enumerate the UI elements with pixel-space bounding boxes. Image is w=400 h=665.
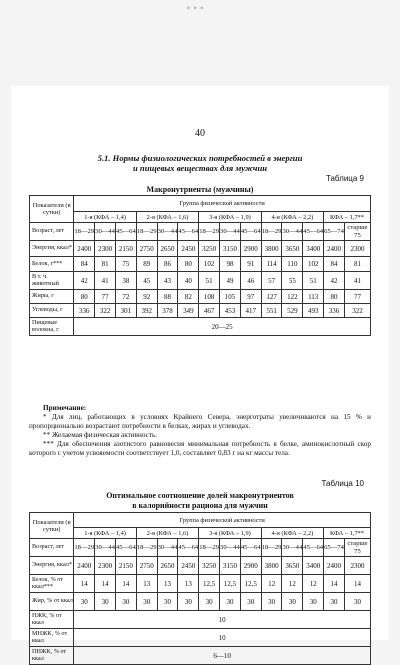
table-cell: 127: [261, 290, 282, 304]
group-header: Группа физической активности: [74, 196, 371, 212]
table-cell: 14: [324, 575, 345, 593]
table-cell: 2300: [344, 557, 370, 575]
table-cell: 12: [282, 575, 303, 593]
age-cell: 18—29: [199, 223, 220, 241]
age-cell: 30—44: [95, 223, 116, 241]
note-1: * Для лиц, работающих в условиях Крайнего Севера, энерготраты увеличиваются на 15 % и пропорционально возрастают потребности в белках, жирах и углеводах.: [29, 412, 371, 430]
table-cell: 57: [261, 272, 282, 290]
table-cell: 13: [178, 575, 199, 593]
table-cell: 46: [240, 272, 261, 290]
table-cell: 3800: [261, 241, 282, 257]
table-cell: 3150: [220, 241, 241, 257]
table-cell: 30: [220, 593, 241, 611]
table-cell: 81: [95, 257, 116, 272]
table-cell: 2300: [95, 241, 116, 257]
table-cell: 349: [178, 304, 199, 318]
table-cell: 529: [282, 304, 303, 318]
table-cell: 102: [303, 257, 324, 272]
notes: [29, 404, 371, 457]
table-cell: 30: [344, 593, 370, 611]
table-cell: 2900: [240, 557, 261, 575]
more-dots-icon[interactable]: •••: [186, 4, 207, 13]
row-span-value: 6—10: [74, 647, 371, 665]
table-cell: 14: [115, 575, 136, 593]
table-cell: 3650: [282, 241, 303, 257]
table-cell: 3250: [199, 241, 220, 257]
table-cell: 113: [303, 290, 324, 304]
table-cell: 336: [324, 304, 345, 318]
table-cell: 2150: [115, 557, 136, 575]
age-cell: 45—64: [240, 223, 261, 241]
table-cell: 2300: [344, 241, 370, 257]
table-cell: 14: [74, 575, 95, 593]
age-cell: 45—64: [115, 539, 136, 557]
table-cell: 75: [115, 257, 136, 272]
table-cell: 82: [178, 290, 199, 304]
table10-title-line-2: в калорийности рациона для мужчин: [132, 500, 268, 510]
table-cell: 453: [220, 304, 241, 318]
table-cell: 84: [324, 257, 345, 272]
table-cell: 49: [220, 272, 241, 290]
corner-header: Показатели (в сутки): [30, 196, 74, 223]
table-cell: 105: [220, 290, 241, 304]
row-label: Жир, % от ккал: [30, 593, 74, 611]
age-label: Возраст, лет: [30, 223, 74, 241]
table9-title: Макронутриенты (мужчины): [146, 185, 254, 194]
group-2: 2-я (КФА – 1,6): [136, 212, 198, 223]
table-cell: 30: [74, 593, 95, 611]
table-cell: 30: [136, 593, 157, 611]
table-cell: 3400: [303, 241, 324, 257]
table-cell: 30: [324, 593, 345, 611]
row-span-value: 10: [74, 611, 371, 629]
table-cell: 102: [199, 257, 220, 272]
age-cell: 45—64: [303, 223, 324, 241]
age-cell: 45—64: [303, 539, 324, 557]
group-4: 4-я (КФА – 2,2): [261, 212, 323, 223]
table-cell: 2400: [324, 557, 345, 575]
table-cell: 30: [240, 593, 261, 611]
age-cell: 18—29: [74, 539, 95, 557]
table10-label: Таблица 10: [321, 479, 364, 488]
table-cell: 84: [74, 257, 95, 272]
group-5: КФА – 1,7**: [324, 212, 371, 223]
age-cell: 30—44: [220, 223, 241, 241]
table-cell: 2450: [178, 557, 199, 575]
table-cell: 38: [115, 272, 136, 290]
table-cell: 2400: [74, 241, 95, 257]
group-header: Группа физической активности: [74, 513, 371, 528]
age-cell: 18—29: [261, 539, 282, 557]
row-label: Белок, % от ккал***: [30, 575, 74, 593]
table-cell: 2150: [115, 241, 136, 257]
table-cell: 110: [282, 257, 303, 272]
table-cell: 417: [240, 304, 261, 318]
row-label: ПНЖК, % от ккал: [30, 647, 74, 665]
age-cell: 18—29: [199, 539, 220, 557]
table-cell: 2650: [157, 241, 178, 257]
age-cell: 45—64: [178, 223, 199, 241]
table-cell: 45: [136, 272, 157, 290]
group-3: 3-я (КФА – 1,9): [199, 528, 261, 539]
table-cell: 2650: [157, 557, 178, 575]
table-cell: 2750: [136, 241, 157, 257]
document-page: [11, 86, 389, 662]
table-cell: 77: [95, 290, 116, 304]
viewer-top-bar: [0, 0, 400, 14]
table-cell: 12: [261, 575, 282, 593]
page-number: 40: [195, 128, 205, 139]
table-cell: 12,5: [240, 575, 261, 593]
age-cell: 18—29: [74, 223, 95, 241]
table-cell: 2900: [240, 241, 261, 257]
table-cell: 88: [157, 290, 178, 304]
age-cell: 45—64: [115, 223, 136, 241]
age-cell: 45—64: [178, 539, 199, 557]
table-cell: 114: [261, 257, 282, 272]
group-4: 4-я (КФА – 2,2): [261, 528, 323, 539]
table-cell: 12: [303, 575, 324, 593]
table-cell: 3400: [303, 557, 324, 575]
table10: [29, 512, 371, 665]
table-cell: 41: [344, 272, 370, 290]
table-cell: 551: [261, 304, 282, 318]
table-cell: 122: [282, 290, 303, 304]
age-cell: 30—44: [157, 223, 178, 241]
table-cell: 77: [344, 290, 370, 304]
table-cell: 72: [115, 290, 136, 304]
table-cell: 55: [282, 272, 303, 290]
table-cell: 41: [95, 272, 116, 290]
notes-title: Примечание:: [43, 404, 87, 412]
table-cell: 97: [240, 290, 261, 304]
table-cell: 40: [178, 272, 199, 290]
section-heading: [61, 153, 339, 173]
table-cell: 51: [199, 272, 220, 290]
table-cell: 14: [344, 575, 370, 593]
row-span-value: 20—25: [74, 318, 371, 336]
table-cell: 3250: [199, 557, 220, 575]
age-cell: 18—29: [261, 223, 282, 241]
note-2: ** Желаемая физическая активность.: [43, 430, 158, 439]
age-cell: 30—44: [157, 539, 178, 557]
age-cell: 18—29: [136, 223, 157, 241]
table-cell: 322: [95, 304, 116, 318]
age-cell: 30—44: [282, 223, 303, 241]
table-cell: 301: [115, 304, 136, 318]
age-cell: 30—44: [220, 539, 241, 557]
table-cell: 2450: [178, 241, 199, 257]
table-cell: 2400: [74, 557, 95, 575]
section-heading-line-2: и пищевых веществах для мужчин: [132, 163, 267, 173]
age-cell: 30—44: [282, 539, 303, 557]
row-label: Энергия, ккал*: [30, 241, 74, 257]
age-cell: 18—29: [136, 539, 157, 557]
table-cell: 2300: [95, 557, 116, 575]
table-cell: 30: [199, 593, 220, 611]
table-cell: 2750: [136, 557, 157, 575]
group-5: КФА – 1,7**: [324, 528, 371, 539]
table10-title-line-1: Оптимальное соотношение долей макронутриентов: [106, 491, 294, 500]
table-cell: 14: [95, 575, 116, 593]
table-cell: 12,5: [199, 575, 220, 593]
table-cell: 493: [303, 304, 324, 318]
section-heading-line-1: 5.1. Нормы физиологических потребностей в энергии: [97, 153, 303, 163]
table-cell: 92: [136, 290, 157, 304]
table-cell: 3150: [220, 557, 241, 575]
table-cell: 30: [178, 593, 199, 611]
age-cell: старше 75: [344, 223, 370, 241]
table-cell: 322: [344, 304, 370, 318]
table-cell: 3800: [261, 557, 282, 575]
table-cell: 378: [157, 304, 178, 318]
table-cell: 12,5: [220, 575, 241, 593]
table-cell: 13: [157, 575, 178, 593]
table-cell: 30: [261, 593, 282, 611]
row-label: Углеводы, г: [30, 304, 74, 318]
table-cell: 81: [344, 257, 370, 272]
row-span-value: 10: [74, 629, 371, 647]
table-cell: 3650: [282, 557, 303, 575]
table-cell: 51: [303, 272, 324, 290]
age-cell: 65—74: [324, 223, 345, 241]
row-label: Белок, г***: [30, 257, 74, 272]
table-cell: 336: [74, 304, 95, 318]
table-cell: 91: [240, 257, 261, 272]
table-cell: 80: [74, 290, 95, 304]
row-label: Пищевые волокна, г: [30, 318, 74, 336]
age-cell: 65—74: [324, 539, 345, 557]
table-cell: 2400: [324, 241, 345, 257]
table-cell: 108: [199, 290, 220, 304]
table-cell: 392: [136, 304, 157, 318]
table-cell: 98: [220, 257, 241, 272]
group-3: 3-я (КФА – 1,9): [199, 212, 261, 223]
group-1: 1-я (КФА – 1,4): [74, 528, 136, 539]
group-2: 2-я (КФА – 1,6): [136, 528, 198, 539]
table-cell: 30: [303, 593, 324, 611]
age-label: Возраст, лет: [30, 539, 74, 557]
age-cell: старше 75: [344, 539, 370, 557]
table-cell: 30: [157, 593, 178, 611]
table-cell: 89: [136, 257, 157, 272]
table-cell: 467: [199, 304, 220, 318]
table-cell: 13: [136, 575, 157, 593]
row-label: Жиры, г: [30, 290, 74, 304]
row-label: В т. ч. животный: [30, 272, 74, 290]
row-label: НЖК, % от ккал: [30, 611, 74, 629]
row-label: МНЖК, % от ккал: [30, 629, 74, 647]
table9-label: Таблица 9: [325, 174, 364, 183]
table-cell: 42: [74, 272, 95, 290]
table10-title: [51, 491, 349, 510]
table-cell: 86: [157, 257, 178, 272]
table-cell: 42: [324, 272, 345, 290]
table-cell: 43: [157, 272, 178, 290]
table-cell: 30: [115, 593, 136, 611]
age-cell: 30—44: [95, 539, 116, 557]
age-cell: 45—64: [240, 539, 261, 557]
group-1: 1-я (КФА – 1,4): [74, 212, 136, 223]
note-3: *** Для обеспечения азотистого равновесия минимальная потребность в белке, аминокислотный скор которого с учетом усвояемости соответствует 1,0, составляет 0,83 г на кг массы тела.: [29, 439, 371, 457]
table-cell: 80: [324, 290, 345, 304]
table-cell: 80: [178, 257, 199, 272]
table9: [29, 195, 371, 336]
table-cell: 30: [95, 593, 116, 611]
table-cell: 30: [282, 593, 303, 611]
corner-header: Показатели (в сутки): [30, 513, 74, 539]
row-label: Энергия, ккал*: [30, 557, 74, 575]
